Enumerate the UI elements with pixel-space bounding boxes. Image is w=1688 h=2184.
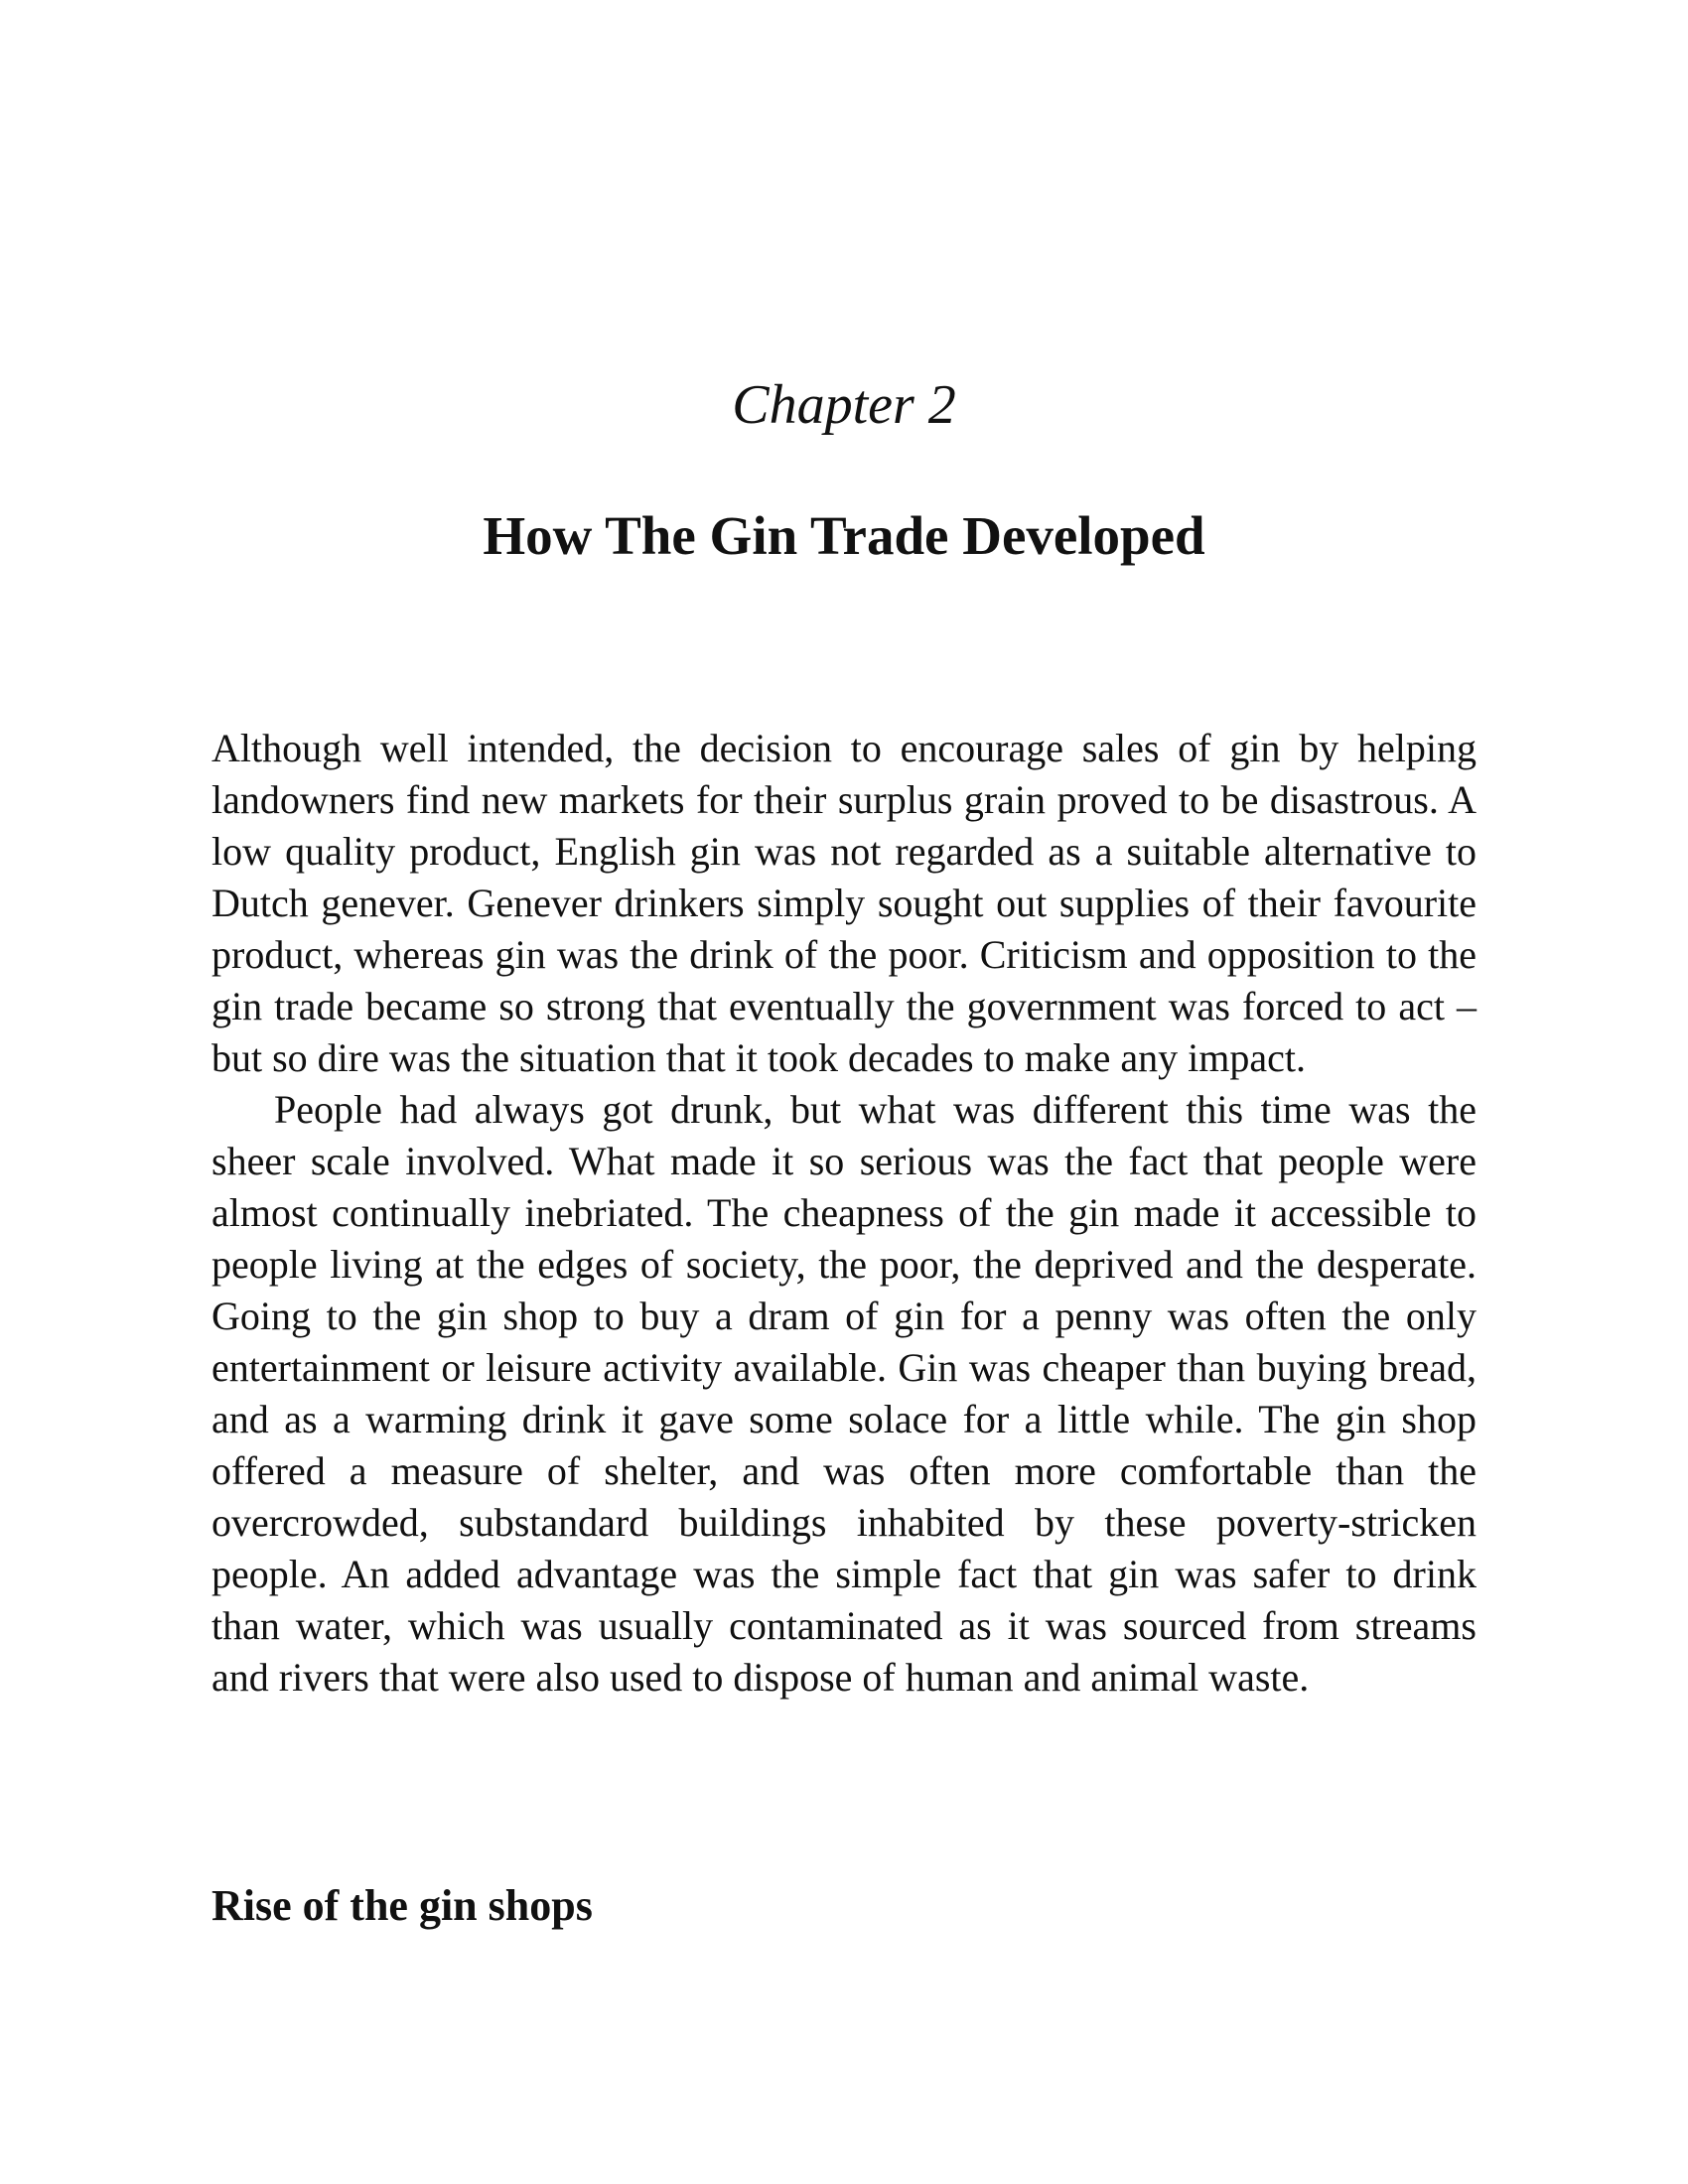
paragraph: Although well intended, the decision to encourage sales of gin by helping landowners find new markets for their surplus grain proved to be disastrous. A low quality product, English gin was not regarded as a suitable alternative to Dutch genever. Genever drinkers simply sought out supplies of their favourite product, whereas gin was the drink of the poor. Criticism and opposition to the gin trade became so strong that eventually the government was forced to act – but so dire was the situation that it took decades to make any impact. (211, 726, 1477, 1080)
chapter-title: How The Gin Trade Developed (483, 505, 1205, 566)
paragraph: People had always got drunk, but what was different this time was the sheer scale involved. What made it so serious was the fact that people were almost continually inebriated. The cheapness of the gin made it accessible to people living at the edges of society, the poor, the deprived and the desperate. Going to the gin shop to buy a dram of gin for a penny was often the only entertainment or leisure activity available. Gin was cheaper than buying bread, and as a warming drink it gave some solace for a little while. The gin shop offered a measure of shelter, and was often more comfortable than the overcrowded, substandard buildings inhabited by these poverty-stricken people. An added advantage was the simple fact that gin was safer to drink than water, which was usually contaminated as it was sourced from streams and rivers that were also used to dispose of human and animal waste. (211, 1087, 1477, 1700)
section-heading: Rise of the gin shops (211, 1881, 593, 1930)
body-text (211, 723, 1477, 1704)
chapter-number: Chapter 2 (732, 374, 956, 436)
